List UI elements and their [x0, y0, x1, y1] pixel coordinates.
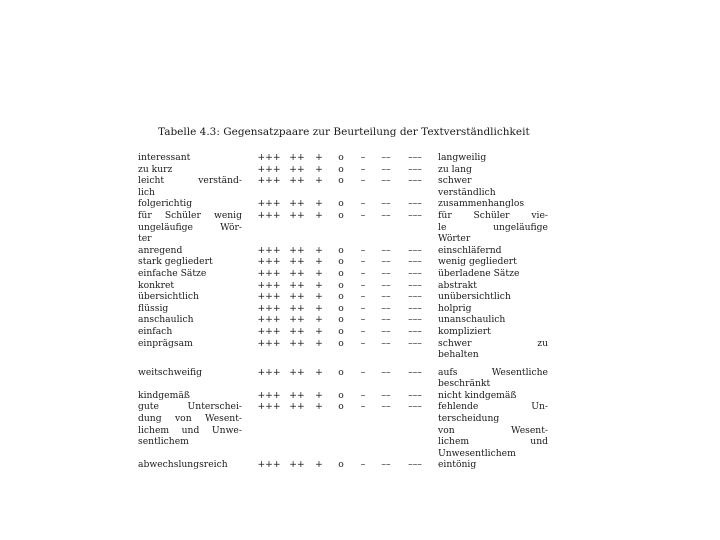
- table-row: [138, 303, 562, 315]
- table-row: [138, 164, 562, 176]
- positive-attribute: interessant: [138, 152, 191, 163]
- scale-point: –: [360, 366, 366, 378]
- scale-point: o: [338, 279, 344, 291]
- positive-attribute: zu kurz: [138, 163, 173, 175]
- scale-point: –––: [408, 244, 422, 256]
- scale-point: –––: [408, 209, 422, 221]
- scale-point: ++: [289, 267, 305, 279]
- scale-point: ++: [289, 152, 305, 163]
- scale-point: +: [315, 209, 323, 221]
- scale-point: +++: [257, 244, 281, 256]
- table-row: [138, 291, 562, 303]
- scale-point: –: [360, 152, 366, 163]
- scale-point: –––: [408, 302, 422, 314]
- rating-scale: [242, 280, 432, 292]
- scale-point: +++: [257, 389, 281, 401]
- scale-point: ––: [381, 314, 391, 326]
- scale-point: +: [315, 152, 323, 163]
- scale-point: +: [315, 314, 323, 326]
- scale-point: –: [360, 267, 366, 279]
- rating-scale: [242, 390, 432, 402]
- scale-point: o: [338, 209, 344, 221]
- scale-point: ++: [289, 314, 305, 326]
- scale-point: ++: [289, 256, 305, 268]
- negative-attribute: überladene Sätze: [438, 267, 520, 279]
- scale-point: +++: [257, 291, 281, 303]
- scale-point: +: [315, 163, 323, 175]
- scale-point: –: [360, 163, 366, 175]
- scale-point: +: [315, 401, 323, 413]
- scale-point: +++: [257, 366, 281, 378]
- scale-point: +++: [257, 459, 281, 471]
- rating-scale: [242, 303, 432, 315]
- scale-point: o: [338, 175, 344, 187]
- negative-attribute: nicht kindgemäß: [438, 389, 517, 401]
- scale-point: o: [338, 325, 344, 337]
- negative-attribute: schwer zu behalten: [438, 337, 548, 361]
- scale-point: o: [338, 291, 344, 303]
- scale-point: –: [360, 325, 366, 337]
- scale-point: ++: [289, 459, 305, 471]
- table-row: [138, 268, 562, 280]
- scale-point: ––: [381, 302, 391, 314]
- scale-point: +++: [257, 267, 281, 279]
- rating-scale: [242, 367, 432, 379]
- scale-point: –––: [408, 198, 422, 210]
- scale-point: +: [315, 459, 323, 471]
- positive-attribute: für Schüler wenig ungeläufige Wör- ter: [138, 209, 242, 245]
- positive-attribute: anregend: [138, 244, 183, 256]
- scale-point: +: [315, 389, 323, 401]
- scale-point: ++: [289, 198, 305, 210]
- scale-point: –––: [408, 366, 422, 378]
- scale-point: –––: [408, 163, 422, 175]
- positive-attribute: kindgemäß: [138, 389, 190, 401]
- scale-point: ––: [381, 175, 391, 187]
- table-row: [138, 280, 562, 292]
- table-row: [138, 210, 562, 245]
- negative-attribute: eintönig: [438, 459, 477, 471]
- scale-point: ++: [289, 325, 305, 337]
- table-row: [138, 175, 562, 198]
- table-row: [138, 390, 562, 402]
- scale-point: –: [360, 459, 366, 471]
- scale-point: o: [338, 302, 344, 314]
- scale-point: –: [360, 291, 366, 303]
- rating-scale: [242, 314, 432, 326]
- negative-attribute: unanschaulich: [438, 314, 506, 326]
- positive-attribute: einfache Sätze: [138, 267, 207, 279]
- rating-scale: [242, 245, 432, 257]
- scale-point: –: [360, 337, 366, 349]
- scale-point: ++: [289, 175, 305, 187]
- table-row: [138, 367, 562, 390]
- negative-attribute: abstrakt: [438, 279, 477, 291]
- scale-point: +++: [257, 302, 281, 314]
- scale-point: –––: [408, 175, 422, 187]
- scale-point: –––: [408, 279, 422, 291]
- scale-point: +++: [257, 198, 281, 210]
- negative-attribute: unübersichtlich: [438, 291, 511, 303]
- scale-point: ––: [381, 244, 391, 256]
- positive-attribute: flüssig: [138, 302, 169, 314]
- scale-point: ––: [381, 401, 391, 413]
- scale-point: +++: [257, 256, 281, 268]
- scale-point: ++: [289, 302, 305, 314]
- scale-point: –––: [408, 459, 422, 471]
- negative-attribute: fehlende Un- terscheidung von Wesent- lichem und Unwesentlichem: [438, 401, 548, 459]
- positive-attribute: einprägsam: [138, 337, 193, 349]
- positive-attribute: gute Unterschei- dung von Wesent- lichem und Unwe- sentlichem: [138, 401, 242, 448]
- scale-point: o: [338, 198, 344, 210]
- scale-point: +: [315, 256, 323, 268]
- rating-scale: [242, 256, 432, 268]
- scale-point: ++: [289, 279, 305, 291]
- table-row: [138, 256, 562, 268]
- scale-point: –––: [408, 389, 422, 401]
- negative-attribute: holprig: [438, 302, 472, 314]
- scale-point: o: [338, 152, 344, 163]
- scale-point: –: [360, 302, 366, 314]
- table-row: [138, 338, 562, 361]
- positive-attribute: leicht verständ- lich: [138, 175, 242, 198]
- rating-scale: [242, 164, 432, 176]
- scale-point: +: [315, 279, 323, 291]
- scale-point: ––: [381, 291, 391, 303]
- scale-point: +: [315, 198, 323, 210]
- scale-point: ++: [289, 209, 305, 221]
- scale-point: ++: [289, 163, 305, 175]
- scale-point: o: [338, 256, 344, 268]
- positive-attribute: abwechslungsreich: [138, 459, 228, 471]
- table-row: [138, 459, 562, 471]
- negative-attribute: aufs Wesentliche beschränkt: [438, 366, 548, 390]
- scale-point: +++: [257, 337, 281, 349]
- scale-point: –––: [408, 314, 422, 326]
- negative-attribute: wenig gegliedert: [438, 256, 517, 268]
- rating-scale: [242, 291, 432, 303]
- scale-point: –: [360, 279, 366, 291]
- rating-table: [138, 152, 562, 471]
- scale-point: +: [315, 175, 323, 187]
- scale-point: o: [338, 459, 344, 471]
- rating-scale: [242, 210, 432, 222]
- positive-attribute: anschaulich: [138, 314, 194, 326]
- table-row: [138, 314, 562, 326]
- negative-attribute: zu lang: [438, 163, 472, 175]
- scale-point: o: [338, 337, 344, 349]
- scale-point: –––: [408, 325, 422, 337]
- scale-point: –––: [408, 152, 422, 163]
- scale-point: +: [315, 325, 323, 337]
- scale-point: ––: [381, 209, 391, 221]
- scale-point: o: [338, 366, 344, 378]
- scale-point: +++: [257, 163, 281, 175]
- scale-point: ++: [289, 401, 305, 413]
- scale-point: o: [338, 314, 344, 326]
- scale-point: ––: [381, 459, 391, 471]
- scale-point: +++: [257, 152, 281, 163]
- scale-point: +: [315, 291, 323, 303]
- scale-point: –: [360, 209, 366, 221]
- rating-scale: [242, 175, 432, 187]
- scale-point: –––: [408, 291, 422, 303]
- scale-point: +++: [257, 209, 281, 221]
- scale-point: ++: [289, 291, 305, 303]
- rating-scale: [242, 401, 432, 413]
- scale-point: –––: [408, 401, 422, 413]
- scale-point: ––: [381, 267, 391, 279]
- scale-point: ––: [381, 389, 391, 401]
- scale-point: ––: [381, 366, 391, 378]
- scale-point: ++: [289, 337, 305, 349]
- scale-point: –: [360, 389, 366, 401]
- scale-point: o: [338, 244, 344, 256]
- scale-point: +++: [257, 175, 281, 187]
- negative-attribute: zusammenhanglos: [438, 198, 525, 210]
- scale-point: +: [315, 302, 323, 314]
- scale-point: ––: [381, 279, 391, 291]
- scale-point: ––: [381, 198, 391, 210]
- negative-attribute: schwer verständlich: [438, 175, 496, 198]
- scale-point: ––: [381, 163, 391, 175]
- positive-attribute: konkret: [138, 279, 175, 291]
- scale-point: –: [360, 401, 366, 413]
- table-row: [138, 152, 562, 164]
- scale-point: +: [315, 366, 323, 378]
- scale-point: +++: [257, 314, 281, 326]
- negative-attribute: einschläfernd: [438, 244, 502, 256]
- positive-attribute: einfach: [138, 325, 173, 337]
- rating-scale: [242, 198, 432, 210]
- scale-point: –: [360, 256, 366, 268]
- scale-point: +: [315, 337, 323, 349]
- table-row: [138, 326, 562, 338]
- scale-point: +++: [257, 279, 281, 291]
- scale-point: o: [338, 401, 344, 413]
- table-caption: Tabelle 4.3: Gegensatzpaare zur Beurteilung der Textverständlichkeit: [158, 126, 530, 138]
- scale-point: +: [315, 244, 323, 256]
- positive-attribute: übersichtlich: [138, 291, 199, 303]
- scale-point: o: [338, 267, 344, 279]
- scale-point: ++: [289, 389, 305, 401]
- positive-attribute: weitschweifig: [138, 366, 202, 378]
- scale-point: +: [315, 267, 323, 279]
- rating-scale: [242, 326, 432, 338]
- negative-attribute: langweilig: [438, 152, 487, 163]
- rating-scale: [242, 268, 432, 280]
- scale-point: ––: [381, 152, 391, 163]
- table-row: [138, 198, 562, 210]
- scale-point: –––: [408, 337, 422, 349]
- scale-point: –: [360, 244, 366, 256]
- positive-attribute: stark gegliedert: [138, 256, 213, 268]
- scale-point: +++: [257, 325, 281, 337]
- scale-point: o: [338, 389, 344, 401]
- scale-point: +++: [257, 401, 281, 413]
- rating-scale: [242, 459, 432, 471]
- table-row: [138, 245, 562, 257]
- positive-attribute: folgerichtig: [138, 198, 193, 210]
- table-row: [138, 401, 562, 459]
- scale-point: ––: [381, 337, 391, 349]
- rating-scale: [242, 338, 432, 350]
- scale-point: –: [360, 198, 366, 210]
- rating-scale: [242, 152, 432, 164]
- scale-point: –––: [408, 256, 422, 268]
- scale-point: ––: [381, 256, 391, 268]
- negative-attribute: für Schüler vie- le ungeläufige Wörter: [438, 209, 548, 245]
- scale-point: ++: [289, 244, 305, 256]
- scale-point: o: [338, 163, 344, 175]
- scale-point: –: [360, 175, 366, 187]
- scale-point: –: [360, 314, 366, 326]
- negative-attribute: kompliziert: [438, 325, 491, 337]
- scale-point: ++: [289, 366, 305, 378]
- scale-point: ––: [381, 325, 391, 337]
- scale-point: –––: [408, 267, 422, 279]
